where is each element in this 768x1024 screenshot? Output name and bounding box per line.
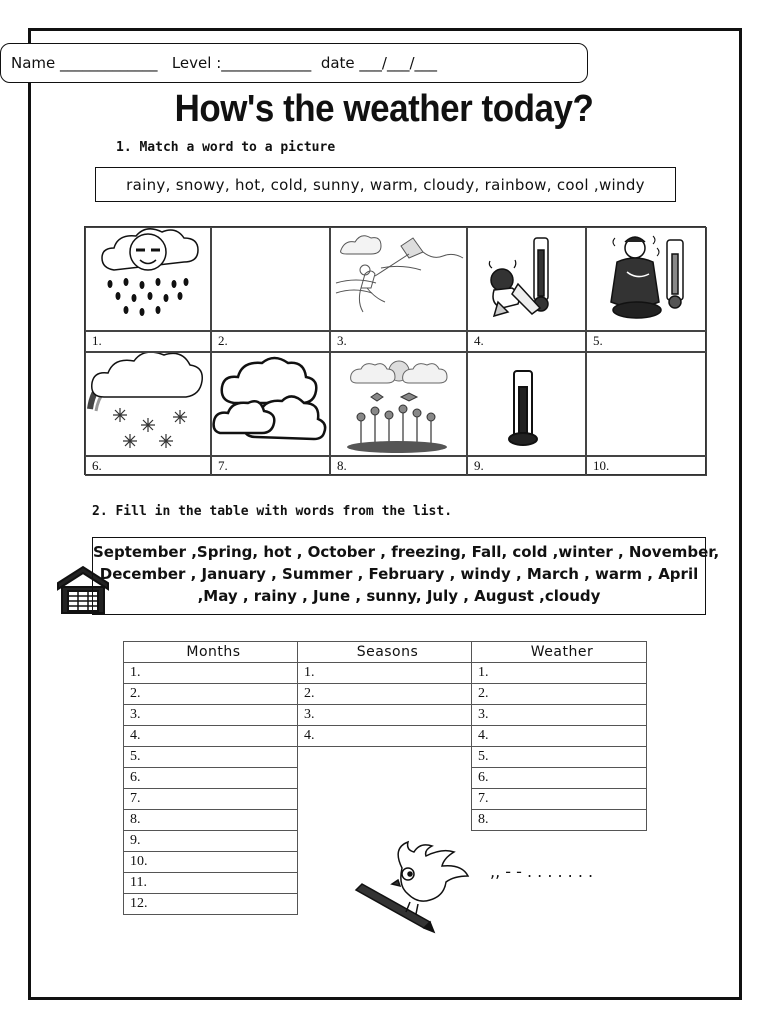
weather-row[interactable]: 2. xyxy=(472,684,647,705)
section1-instruction: 1. Match a word to a picture xyxy=(116,140,336,155)
seasons-header: Seasons xyxy=(298,642,472,663)
picture-cell-1 xyxy=(85,227,211,331)
thermometer-icon xyxy=(468,353,585,453)
word-list-line: December , January , Summer , February , windy , March , warm , April xyxy=(99,565,699,583)
picture-number: 6. xyxy=(92,458,102,473)
months-row[interactable]: 11. xyxy=(124,873,298,894)
months-row[interactable]: 1. xyxy=(124,663,298,684)
months-row[interactable]: 4. xyxy=(124,726,298,747)
months-row[interactable]: 6. xyxy=(124,768,298,789)
months-row[interactable]: 8. xyxy=(124,810,298,831)
weather-row[interactable]: 8. xyxy=(472,810,647,831)
picture-number: 4. xyxy=(474,333,484,348)
word-list-line: September ,Spring, hot , October , freezing, Fall, cold ,winter , November, xyxy=(93,543,720,561)
picture-number: 10. xyxy=(593,458,610,473)
picture-number: 9. xyxy=(474,458,484,473)
months-row[interactable]: 12. xyxy=(124,894,298,915)
weather-row[interactable]: 3. xyxy=(472,705,647,726)
picture-number: 8. xyxy=(337,458,347,473)
months-header: Months xyxy=(124,642,298,663)
date-field-label: date ___/___/___ xyxy=(320,54,438,72)
picture-number: 1. xyxy=(92,333,102,348)
picture-cell-4 xyxy=(467,227,586,331)
picture-number: 2. xyxy=(218,333,228,348)
seasons-table xyxy=(297,641,472,747)
months-row[interactable]: 7. xyxy=(124,789,298,810)
seasons-row[interactable]: 3. xyxy=(298,705,472,726)
student-info-header xyxy=(0,43,588,83)
page-title: How's the weather today? xyxy=(174,88,594,130)
bird-pencil-icon xyxy=(350,838,490,938)
spring-flowers-icon xyxy=(331,353,466,453)
months-table xyxy=(123,641,298,915)
picture-cell-2 xyxy=(211,227,330,331)
picture-cell-10 xyxy=(586,352,707,456)
hot-thermometer-icon xyxy=(468,228,585,328)
word-list-line: ,May , rainy , June , sunny, July , August ,cloudy xyxy=(197,587,601,605)
months-row[interactable]: 10. xyxy=(124,852,298,873)
picture-number: 5. xyxy=(593,333,603,348)
picture-cell-9 xyxy=(467,352,586,456)
clouds-icon xyxy=(212,353,329,453)
picture-number: 3. xyxy=(337,333,347,348)
word-list xyxy=(92,537,720,615)
months-row[interactable]: 3. xyxy=(124,705,298,726)
weather-row[interactable]: 7. xyxy=(472,789,647,810)
kite-wind-icon xyxy=(331,228,466,328)
months-row[interactable]: 2. xyxy=(124,684,298,705)
word-bank: rainy, snowy, hot, cold, sunny, warm, cloudy, rainbow, cool ,windy xyxy=(95,167,676,202)
name-field-label: Name _____________ xyxy=(11,54,158,72)
picture-cell-5 xyxy=(586,227,707,331)
level-field-label: Level :____________ xyxy=(171,54,312,72)
picture-number: 7. xyxy=(218,458,228,473)
weather-row[interactable]: 6. xyxy=(472,768,647,789)
months-row[interactable]: 5. xyxy=(124,747,298,768)
picture-cell-8 xyxy=(330,352,467,456)
trail-dots: ,, - - . . . . . . . xyxy=(490,862,594,881)
weather-row[interactable]: 4. xyxy=(472,726,647,747)
picture-cell-7 xyxy=(211,352,330,456)
picture-cell-6 xyxy=(85,352,211,456)
weather-table xyxy=(471,641,647,831)
section2-instruction: 2. Fill in the table with words from the list. xyxy=(92,504,453,519)
months-row[interactable]: 9. xyxy=(124,831,298,852)
seasons-row[interactable]: 2. xyxy=(298,684,472,705)
rainbow-snow-icon xyxy=(86,353,210,453)
seasons-row[interactable]: 1. xyxy=(298,663,472,684)
weather-row[interactable]: 5. xyxy=(472,747,647,768)
weather-header: Weather xyxy=(472,642,647,663)
picture-grid xyxy=(84,226,706,475)
sun-rain-icon xyxy=(86,228,210,328)
cold-person-icon xyxy=(587,228,706,328)
seasons-row[interactable]: 4. xyxy=(298,726,472,747)
weather-row[interactable]: 1. xyxy=(472,663,647,684)
picture-cell-3 xyxy=(330,227,467,331)
